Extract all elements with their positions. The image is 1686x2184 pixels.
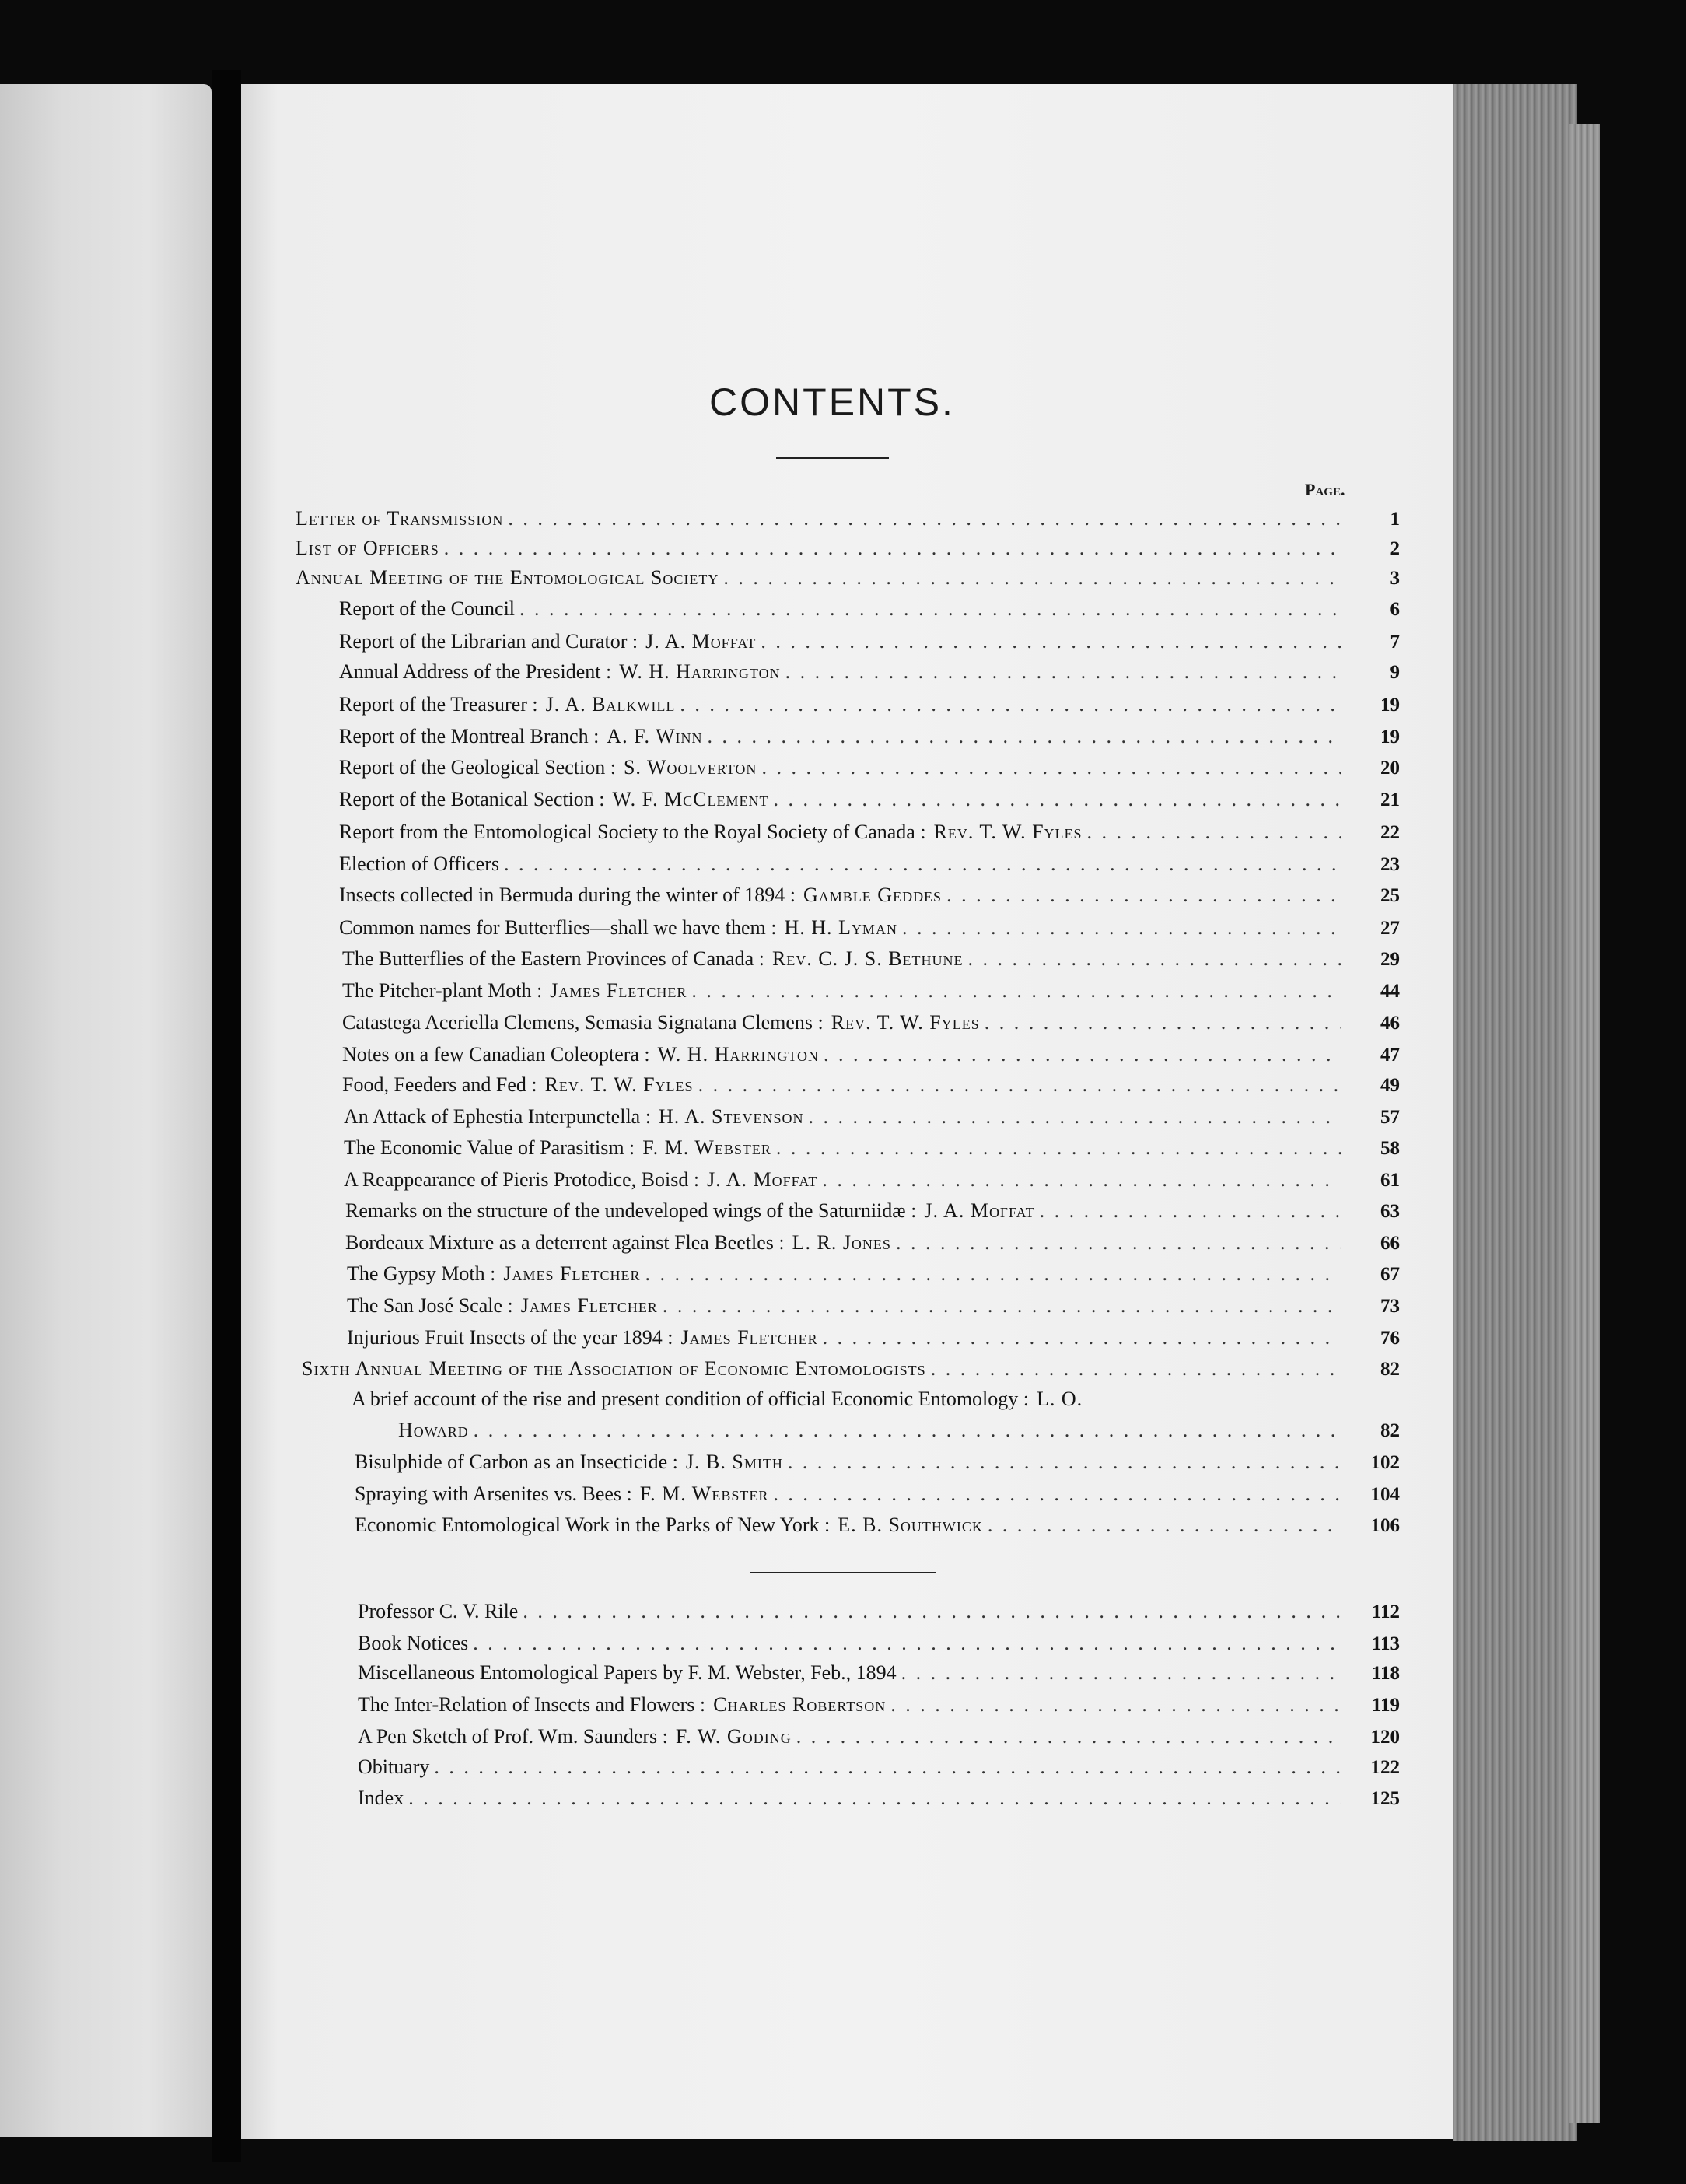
toc-entry bbox=[339, 693, 1400, 724]
toc-entry bbox=[347, 1294, 1400, 1325]
dot-leader bbox=[773, 1482, 1341, 1506]
toc-entry bbox=[342, 1043, 1400, 1074]
toc-entry-author: James Fletcher bbox=[503, 1262, 641, 1285]
toc-entry-title: Injurious Fruit Insects of the year 1894 : bbox=[347, 1326, 673, 1349]
toc-entry-title: Sixth Annual Meeting of the Association of Economic Entomologists bbox=[302, 1357, 926, 1380]
toc-page-number: 21 bbox=[1380, 789, 1400, 810]
toc-entry-author: Rev. C. J. S. Bethune bbox=[771, 947, 964, 970]
toc-entry-author: F. W. Goding bbox=[675, 1725, 792, 1748]
toc-entry bbox=[302, 1357, 1400, 1388]
toc-page-number: 23 bbox=[1380, 854, 1400, 875]
toc-entry bbox=[339, 852, 1400, 884]
toc-page-number: 2 bbox=[1390, 538, 1400, 559]
toc-entry-author: Charles Robertson bbox=[713, 1693, 887, 1716]
toc-page-number: 61 bbox=[1380, 1170, 1400, 1191]
toc-entry-author: James Fletcher bbox=[520, 1294, 658, 1317]
toc-entry-author: J. A. Moffat bbox=[707, 1168, 818, 1191]
dot-leader bbox=[680, 693, 1341, 716]
toc-entry bbox=[344, 1105, 1400, 1136]
toc-page-number: 120 bbox=[1370, 1727, 1400, 1748]
dot-leader bbox=[809, 1105, 1341, 1129]
toc-entry-author: Gamble Geddes bbox=[803, 884, 943, 906]
toc-entry bbox=[296, 507, 1400, 538]
dot-leader bbox=[823, 1326, 1341, 1349]
dot-leader bbox=[504, 852, 1341, 876]
toc-entry bbox=[342, 947, 1400, 978]
toc-entry-title: The Pitcher-plant Moth : bbox=[342, 979, 543, 1002]
toc-entry-title: Report of the Geological Section : bbox=[339, 756, 616, 779]
toc-entry bbox=[345, 1231, 1400, 1262]
toc-entry bbox=[347, 1326, 1400, 1357]
toc-entry bbox=[296, 566, 1400, 597]
toc-entry-author: J. B. Smith bbox=[685, 1451, 783, 1473]
toc-entry-author: L. O. bbox=[1037, 1388, 1083, 1410]
dot-leader bbox=[946, 884, 1341, 907]
toc-page-number: 113 bbox=[1371, 1633, 1400, 1654]
toc-entry bbox=[344, 1168, 1400, 1199]
dot-leader bbox=[985, 1011, 1341, 1034]
toc-entry-title: Report of the Botanical Section : bbox=[339, 788, 605, 810]
toc-entry-title: Report of the Librarian and Curator : bbox=[339, 630, 638, 653]
toc-entry-author: J. A. Moffat bbox=[924, 1199, 1035, 1222]
toc-entry-title: A Reappearance of Pieris Protodice, Boisd : bbox=[344, 1168, 700, 1191]
dot-leader bbox=[1040, 1199, 1341, 1223]
page-title: CONTENTS. bbox=[709, 380, 955, 424]
toc-entry-title: Report of the Council bbox=[339, 597, 516, 620]
toc-page-number: 6 bbox=[1390, 599, 1400, 620]
toc-entry bbox=[345, 1199, 1400, 1230]
toc-entry bbox=[355, 1514, 1400, 1545]
toc-entry-title: Report from the Entomological Society to the Royal Society of Canada : bbox=[339, 821, 926, 843]
dot-leader bbox=[902, 916, 1341, 940]
dot-leader bbox=[776, 1136, 1341, 1160]
dot-leader bbox=[663, 1294, 1341, 1318]
toc-entry-title: Annual Address of the President : bbox=[339, 660, 612, 683]
toc-page-number: 57 bbox=[1380, 1107, 1400, 1128]
toc-entry-author: L. R. Jones bbox=[792, 1231, 891, 1254]
toc-page-number: 118 bbox=[1371, 1663, 1400, 1684]
dot-leader bbox=[761, 630, 1341, 653]
toc-page-number: 27 bbox=[1380, 918, 1400, 939]
toc-entry bbox=[398, 1419, 1400, 1450]
dot-leader bbox=[968, 947, 1341, 971]
dot-leader bbox=[890, 1693, 1341, 1717]
dot-leader bbox=[896, 1231, 1341, 1255]
toc-page-number: 106 bbox=[1370, 1515, 1400, 1536]
toc-entry-author: W. H. Harrington bbox=[619, 660, 781, 683]
toc-entry bbox=[342, 1011, 1400, 1042]
dot-leader bbox=[774, 788, 1341, 811]
toc-entry bbox=[339, 884, 1400, 915]
toc-entry-author: W. H. Harrington bbox=[657, 1043, 820, 1066]
back-cover-edge bbox=[1569, 124, 1600, 2123]
toc-page-number: 20 bbox=[1380, 758, 1400, 779]
dot-leader bbox=[822, 1168, 1341, 1192]
toc-entry-title: Election of Officers bbox=[339, 852, 499, 875]
toc-entry bbox=[339, 821, 1400, 852]
toc-entry bbox=[358, 1661, 1400, 1692]
toc-entry-title: The Gypsy Moth : bbox=[347, 1262, 496, 1285]
toc-entry-title: Remarks on the structure of the undeveloped wings of the Saturniidæ : bbox=[345, 1199, 917, 1222]
toc-entry-author: J. A. Moffat bbox=[645, 630, 757, 653]
page-edges bbox=[1453, 84, 1577, 2141]
page-column-label: Page. bbox=[1305, 480, 1345, 499]
toc-page-number: 104 bbox=[1370, 1484, 1400, 1505]
toc-entry bbox=[342, 979, 1400, 1010]
toc-entry-author: H. A. Stevenson bbox=[658, 1105, 804, 1128]
toc-page-number: 44 bbox=[1380, 981, 1400, 1002]
dot-leader bbox=[788, 1451, 1341, 1474]
dot-leader bbox=[523, 1600, 1341, 1623]
toc-page-number: 19 bbox=[1380, 695, 1400, 716]
toc-page-number: 67 bbox=[1380, 1264, 1400, 1285]
toc-page-number: 119 bbox=[1371, 1695, 1400, 1716]
toc-entry-title: Report of the Montreal Branch : bbox=[339, 725, 600, 747]
toc-page-number: 82 bbox=[1380, 1420, 1400, 1441]
toc-entry-title: Letter of Transmission bbox=[296, 507, 504, 530]
toc-entry-author: James Fletcher bbox=[550, 979, 687, 1002]
left-page-fragment bbox=[0, 84, 212, 2137]
toc-entry-title: Bordeaux Mixture as a deterrent against Flea Beetles : bbox=[345, 1231, 785, 1254]
toc-entry-author: James Fletcher bbox=[680, 1326, 818, 1349]
toc-entry bbox=[355, 1451, 1400, 1482]
toc-page-number: 46 bbox=[1380, 1013, 1400, 1034]
section-rule bbox=[750, 1572, 936, 1573]
toc-entry bbox=[347, 1262, 1400, 1293]
toc-page-number: 76 bbox=[1380, 1328, 1400, 1349]
book-gutter bbox=[212, 70, 241, 2162]
toc-entry-title: Bisulphide of Carbon as an Insecticide : bbox=[355, 1451, 678, 1473]
toc-page-number: 82 bbox=[1380, 1359, 1400, 1380]
dot-leader bbox=[901, 1661, 1341, 1685]
dot-leader bbox=[698, 1073, 1341, 1097]
toc-entry-title: Book Notices bbox=[358, 1632, 469, 1654]
dot-leader bbox=[519, 597, 1341, 621]
toc-page-number: 3 bbox=[1390, 568, 1400, 589]
toc-entry bbox=[358, 1725, 1400, 1756]
toc-entry-title: Report of the Treasurer : bbox=[339, 693, 538, 716]
dot-leader bbox=[723, 566, 1341, 590]
dot-leader bbox=[761, 756, 1341, 779]
toc-entry-title: Notes on a few Canadian Coleoptera : bbox=[342, 1043, 650, 1066]
toc-entry-author: Rev. T. W. Fyles bbox=[831, 1011, 980, 1034]
toc-page-number: 19 bbox=[1380, 726, 1400, 747]
toc-entry-author: E. B. Southwick bbox=[838, 1514, 983, 1536]
toc-entry-title: Catastega Aceriella Clemens, Semasia Signatana Clemens : bbox=[342, 1011, 824, 1034]
dot-leader bbox=[474, 1419, 1341, 1442]
toc-entry-title: An Attack of Ephestia Interpunctella : bbox=[344, 1105, 651, 1128]
toc-entry-title: Spraying with Arsenites vs. Bees : bbox=[355, 1482, 632, 1505]
toc-entry-title: List of Officers bbox=[296, 537, 439, 559]
dot-leader bbox=[785, 660, 1341, 684]
toc-entry-title: Miscellaneous Entomological Papers by F. M. Webster, Feb., 1894 bbox=[358, 1661, 897, 1684]
toc-entry bbox=[339, 725, 1400, 756]
toc-page-number: 66 bbox=[1380, 1233, 1400, 1254]
dot-leader bbox=[508, 507, 1341, 530]
toc-entry-author: H. H. Lyman bbox=[784, 916, 897, 939]
toc-entry-title: The Inter-Relation of Insects and Flowers : bbox=[358, 1693, 706, 1716]
toc-entry bbox=[339, 756, 1400, 787]
dot-leader bbox=[1087, 821, 1341, 844]
toc-entry bbox=[296, 537, 1400, 568]
toc-entry-title: Insects collected in Bermuda during the winter of 1894 : bbox=[339, 884, 796, 906]
toc-entry bbox=[355, 1482, 1400, 1514]
toc-entry-title: Economic Entomological Work in the Parks of New York : bbox=[355, 1514, 831, 1536]
toc-entry bbox=[358, 1632, 1400, 1663]
toc-entry bbox=[339, 916, 1400, 947]
toc-entry-title: The Butterflies of the Eastern Provinces of Canada : bbox=[342, 947, 764, 970]
toc-entry bbox=[339, 630, 1400, 661]
dot-leader bbox=[444, 537, 1341, 560]
dot-leader bbox=[645, 1262, 1341, 1286]
dot-leader bbox=[931, 1357, 1341, 1381]
toc-page-number: 9 bbox=[1390, 662, 1400, 683]
toc-page-number: 73 bbox=[1380, 1296, 1400, 1317]
toc-entry bbox=[339, 660, 1400, 691]
toc-entry-author: F. M. Webster bbox=[642, 1136, 771, 1159]
toc-page-number: 22 bbox=[1380, 822, 1400, 843]
toc-entry-title: A brief account of the rise and present condition of official Economic Entomology : bbox=[352, 1388, 1029, 1410]
toc-entry-title: Index bbox=[358, 1787, 404, 1809]
toc-entry-author: F. M. Webster bbox=[639, 1482, 769, 1505]
toc-entry-title: Food, Feeders and Fed : bbox=[342, 1073, 537, 1096]
toc-entry bbox=[339, 597, 1400, 628]
dot-leader bbox=[434, 1755, 1341, 1779]
toc-entry bbox=[358, 1755, 1400, 1787]
toc-page-number: 1 bbox=[1390, 509, 1400, 530]
toc-entry-title: Professor C. V. Rile bbox=[358, 1600, 519, 1622]
toc-entry bbox=[358, 1693, 1400, 1724]
toc-page-number: 58 bbox=[1380, 1138, 1400, 1159]
toc-entry-author: Rev. T. W. Fyles bbox=[544, 1073, 694, 1096]
toc-entry-author: W. F. McClement bbox=[612, 788, 769, 810]
toc-entry-title: Common names for Butterflies—shall we have them : bbox=[339, 916, 777, 939]
toc-entry-title: Annual Meeting of the Entomological Society bbox=[296, 566, 719, 589]
dot-leader bbox=[691, 979, 1341, 1003]
toc-entry bbox=[358, 1787, 1400, 1818]
toc-entry-author: S. Woolverton bbox=[623, 756, 757, 779]
dot-leader bbox=[708, 725, 1341, 748]
toc-page-number: 29 bbox=[1380, 949, 1400, 970]
dot-leader bbox=[824, 1043, 1341, 1066]
toc-entry bbox=[344, 1136, 1400, 1167]
dot-leader bbox=[796, 1725, 1341, 1748]
toc-page-number: 63 bbox=[1380, 1201, 1400, 1222]
toc-entry bbox=[358, 1600, 1400, 1631]
toc-entry-title: The Economic Value of Parasitism : bbox=[344, 1136, 635, 1159]
toc-entry-title: Obituary bbox=[358, 1755, 430, 1778]
toc-page-number: 7 bbox=[1390, 632, 1400, 653]
title-rule bbox=[776, 457, 889, 459]
toc-entry-author: J. A. Balkwill bbox=[545, 693, 676, 716]
dot-leader bbox=[988, 1514, 1341, 1537]
dot-leader bbox=[408, 1787, 1341, 1810]
toc-page-number: 122 bbox=[1370, 1757, 1400, 1778]
toc-page-number: 125 bbox=[1370, 1788, 1400, 1809]
toc-page-number: 102 bbox=[1370, 1452, 1400, 1473]
toc-page-number: 25 bbox=[1380, 885, 1400, 906]
toc-entry bbox=[342, 1073, 1400, 1104]
toc-entry bbox=[339, 788, 1400, 819]
toc-entry-author: Howard bbox=[398, 1419, 469, 1441]
dot-leader bbox=[473, 1632, 1341, 1655]
toc-page-number: 47 bbox=[1380, 1045, 1400, 1066]
toc-page-number: 49 bbox=[1380, 1075, 1400, 1096]
toc-entry-title: A Pen Sketch of Prof. Wm. Saunders : bbox=[358, 1725, 668, 1748]
toc-entry-title: The San José Scale : bbox=[347, 1294, 513, 1317]
toc-entry-author: Rev. T. W. Fyles bbox=[933, 821, 1083, 843]
toc-entry bbox=[352, 1388, 1083, 1419]
toc-entry-author: A. F. Winn bbox=[607, 725, 703, 747]
toc-page-number: 112 bbox=[1371, 1601, 1400, 1622]
